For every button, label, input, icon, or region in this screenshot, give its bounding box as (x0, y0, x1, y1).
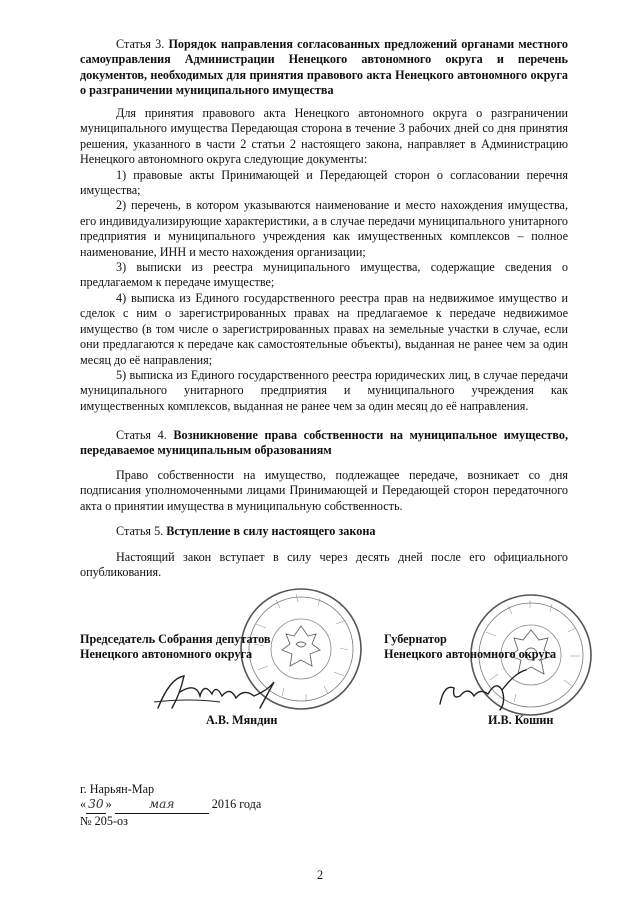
article-4-label: Статья 4. (116, 428, 167, 442)
article-5-title: Вступление в силу настоящего закона (166, 524, 376, 538)
document-footer (80, 782, 261, 829)
left-role-line-1: Председатель Собрания депутатов (80, 632, 271, 646)
article-3-item-5: 5) выписка из Единого государственного реестра юридических лиц, в случае передачи муниципального унитарного предприятия и муниципального учреждения как имущественных комплексов, выданная не ранее чем за один месяц до её направления. (80, 367, 568, 413)
article-3-intro: Для принятия правового акта Ненецкого автономного округа о разграничении муниципального имущества Передающая сторона в течение 3 рабочих дней со дня принятия решения, указанного в части 2 статьи 2 настоящего закона, направляет в Администрацию Ненецкого автономного округа следующие документы: (80, 106, 568, 167)
left-signatory-name: А.В. Мяндин (206, 713, 278, 727)
article-4-text: Право собственности на имущество, подлежащее передаче, возникает со дня подписания уполномоченными лицами Принимающей и Передающей сторон передаточного акта о принятии имущества в муниципальную собственность. (80, 468, 568, 513)
article-5-body (80, 550, 568, 581)
article-3-item-3: 3) выписки из реестра муниципального имущества, содержащие сведения о предлагаемом к передаче имуществе; (80, 260, 568, 290)
left-role-line-2: Ненецкого автономного округа (80, 647, 253, 662)
article-4-body (80, 468, 568, 514)
date-year: 2016 года (211, 797, 262, 812)
article-3-title: Порядок направления согласованных предложений органами местного самоуправления Администрации Ненецкого автономного округа и перечень документов, необходимых для принятия правового акта Ненецкого автономного округа о разграничении муниципального имущества (80, 37, 569, 98)
article-3-item-2: 2) перечень, в котором указываются наименование и место нахождения имущества, его индивидуализирующие характеристики, а в случае передачи муниципального унитарного предприятия и муниципального учреждения как имущественных комплексов – полное наименование, ИНН и место нахождения организации; (80, 198, 568, 259)
article-3-item-1: 1) правовые акты Принимающей и Передающей сторон о согласовании перечня имущества; (80, 167, 568, 198)
right-signatory-name: И.В. Кошин (488, 713, 554, 727)
article-4-heading (80, 428, 568, 459)
article-5-label: Статья 5. (116, 524, 164, 538)
right-role-line-2: Ненецкого автономного округа (384, 647, 557, 662)
right-role-line-1: Губернатор (384, 632, 447, 646)
article-5-text: Настоящий закон вступает в силу через десять дней после его официального опубликования. (80, 550, 568, 580)
article-3-body (80, 106, 568, 414)
article-4-title: Возникновение права собственности на муниципальное имущество, передаваемое муниципальным образованиям (80, 428, 569, 458)
right-handwritten-signature (430, 666, 540, 716)
law-number: № 205-оз (80, 813, 128, 828)
article-3-label: Статья 3. (116, 37, 165, 51)
date-day: 30 (86, 797, 106, 813)
article-3-heading (80, 37, 568, 99)
date-month: мая (115, 797, 209, 813)
right-signatory-role (384, 632, 556, 663)
date-line: « 30 » мая 2016 года (80, 797, 261, 813)
article-5-heading (80, 524, 568, 539)
article-3-item-4: 4) выписка из Единого государственного реестра прав на недвижимое имущество и сделок с ним о зарегистрированных правах на предлагаемое к передаче недвижимое имущество (в том числе о зарегистрированных правах на земельные участки в случае, если они предлагаются к передаче как самостоятельные объекты), выданная не ранее чем за один месяц до её направления; (80, 290, 568, 367)
city: г. Нарьян-Мар (80, 782, 155, 796)
page-number: 2 (316, 868, 324, 882)
left-handwritten-signature (150, 668, 300, 718)
left-signatory-role (80, 632, 271, 663)
